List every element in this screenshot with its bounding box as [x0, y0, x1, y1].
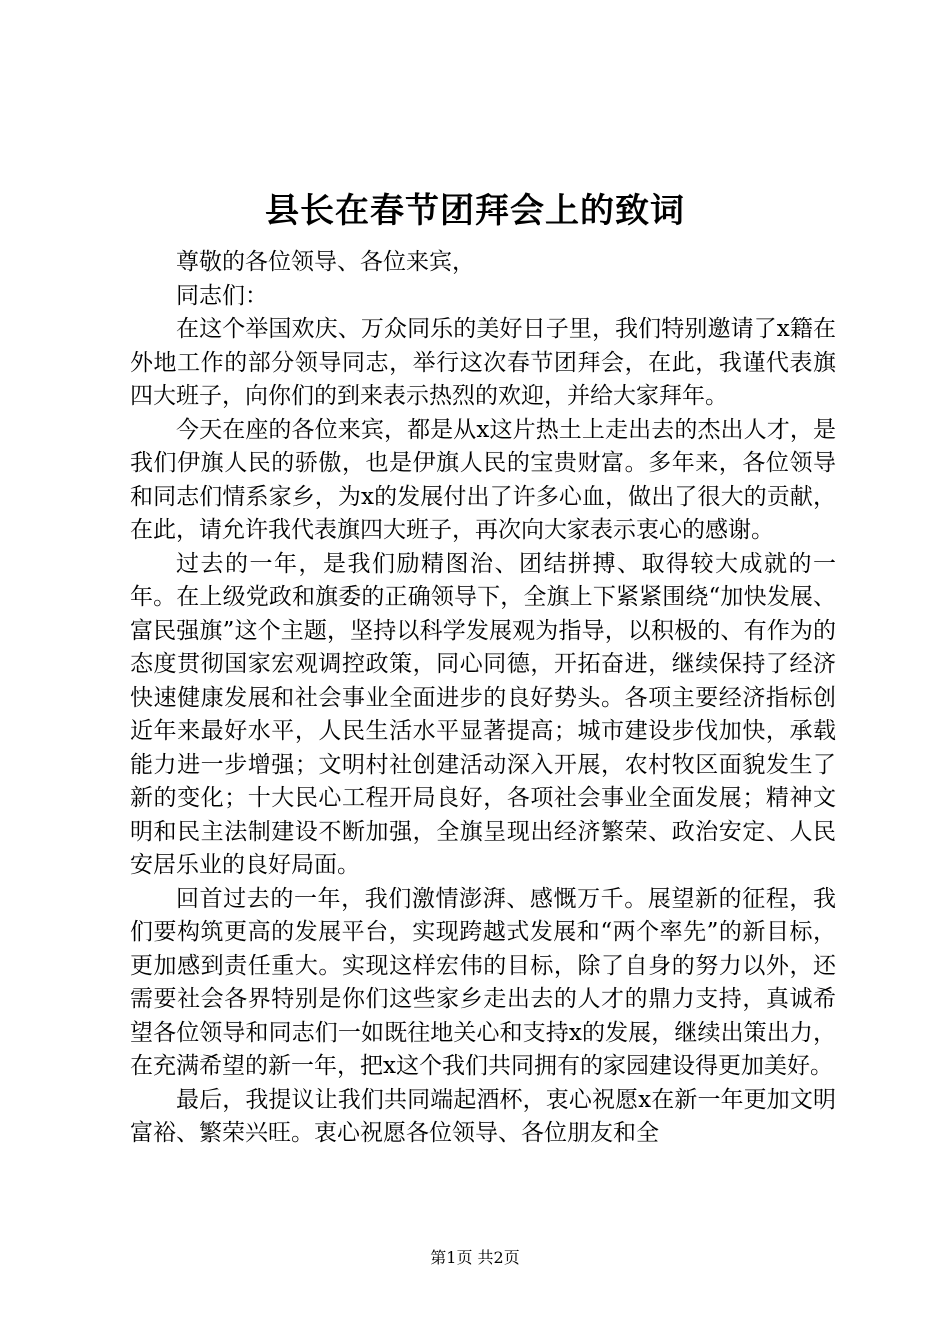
salutation-line: 同志们：: [176, 282, 268, 309]
document-title: 县长在春节团拜会上的致词: [265, 191, 685, 231]
body-paragraph: 最后，我提议让我们共同端起酒杯，衷心祝愿x在新一年更加文明富裕、繁荣兴旺。衷心祝愿各位领导、各位朋友和全: [130, 1086, 836, 1146]
page-number-footer: 第1页 共2页: [430, 1248, 520, 1267]
document-body: [130, 246, 836, 1151]
salutation-line: 尊敬的各位领导、各位来宾，: [176, 249, 475, 275]
body-paragraph: 回首过去的一年，我们激情澎湃、感慨万千。展望新的征程，我们要构筑更高的发展平台，实现跨越式发展和“两个率先”的新目标，更加感到责任重大。实现这样宏伟的目标，除了自身的努力以外，还需要社会各界特别是你们这些家乡走出去的人才的鼎力支持，真诚希望各位领导和同志们一如既往地关心和支持x的发展，继续出策出力，在充满希望的新一年，把x这个我们共同拥有的家园建设得更加美好。: [130, 885, 836, 1079]
body-paragraph: 在这个举国欢庆、万众同乐的美好日子里，我们特别邀请了x籍在外地工作的部分领导同志，举行这次春节团拜会，在此，我谨代表旗四大班子，向你们的到来表示热烈的欢迎，并给大家拜年。: [130, 316, 836, 409]
body-paragraph: 过去的一年，是我们励精图治、团结拼搏、取得较大成就的一年。在上级党政和旗委的正确领导下，全旗上下紧紧围绕“加快发展、富民强旗”这个主题，坚持以科学发展观为指导，以积极的、有作为的态度贯彻国家宏观调控政策，同心同德，开拓奋进，继续保持了经济快速健康发展和社会事业全面进步的良好势头。各项主要经济指标创近年来最好水平，人民生活水平显著提高；城市建设步伐加快，承载能力进一步增强；文明村社创建活动深入开展，农村牧区面貌发生了新的变化；十大民心工程开局良好，各项社会事业全面发展；精神文明和民主法制建设不断加强，全旗呈现出经济繁荣、政治安定、人民安居乐业的良好局面。: [130, 550, 836, 878]
body-paragraph: 今天在座的各位来宾，都是从x这片热土上走出去的杰出人才，是我们伊旗人民的骄傲，也是伊旗人民的宝贵财富。多年来，各位领导和同志们情系家乡，为x的发展付出了许多心血，做出了很大的贡献，在此，请允许我代表旗四大班子，再次向大家表示衷心的感谢。: [130, 416, 836, 543]
